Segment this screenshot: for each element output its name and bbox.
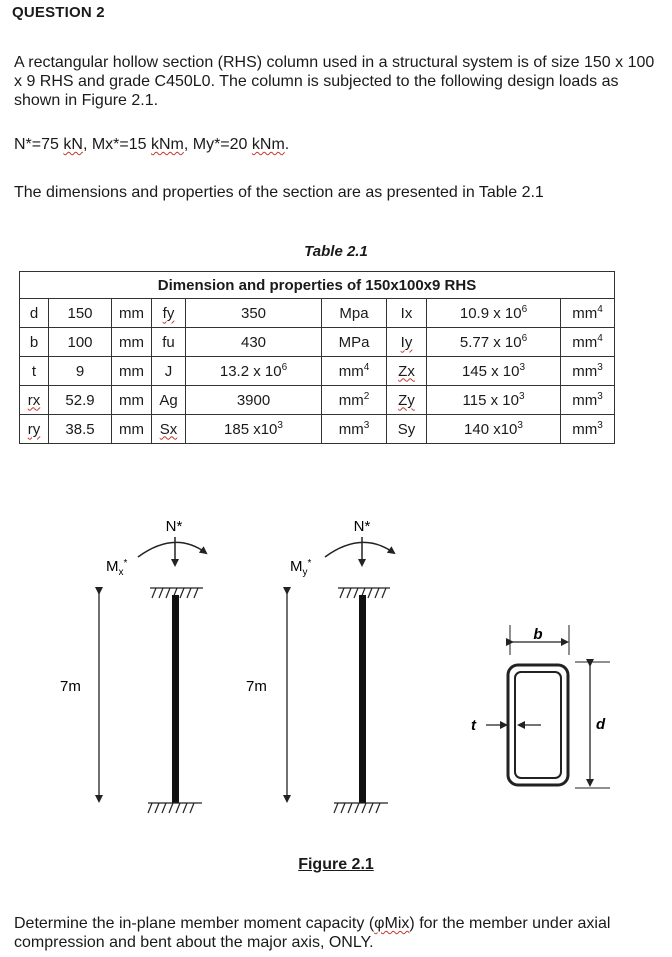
value: 430: [186, 328, 322, 357]
unit: mm: [112, 328, 152, 357]
column-member: [172, 595, 179, 803]
moment-arrow: [138, 542, 206, 557]
n-unit: kN: [63, 136, 83, 153]
my-unit: kNm: [251, 136, 285, 153]
length-label: 7m: [60, 678, 81, 695]
figure-caption: Figure 2.1: [298, 856, 374, 873]
dimensions-text: The dimensions and properties of the section are as presented in Table 2.1: [14, 184, 544, 201]
symbol: rx: [20, 386, 49, 415]
question-text: Determine the in-plane member moment capacity (φMix) for the member under axial compression and bent about the major axis, ONLY.: [14, 915, 611, 951]
column-member: [359, 595, 366, 803]
symbol: b: [20, 328, 49, 357]
symbol: fu: [152, 328, 186, 357]
value: 145 x $10^3$: [427, 357, 561, 386]
symbol: t: [20, 357, 49, 386]
unit: mm: [112, 357, 152, 386]
value: 140 $x10^3$: [427, 415, 561, 444]
base-support: [334, 803, 388, 813]
symbol: J: [152, 357, 186, 386]
value: 52.9: [49, 386, 112, 415]
design-loads: [14, 135, 664, 154]
symbol: Ix: [387, 299, 427, 328]
unit: $mm^3$: [561, 357, 615, 386]
width-label: b: [533, 626, 543, 643]
table-row: [20, 357, 615, 386]
depth-label: d: [596, 716, 606, 733]
table-row: [20, 386, 615, 415]
mx-unit: kNm: [150, 136, 184, 153]
mx-label: , Mx*=15: [82, 136, 151, 153]
value: 115 x $10^3$: [427, 386, 561, 415]
figure-2-1: [0, 505, 672, 850]
unit: $mm^3$: [322, 415, 387, 444]
table-header: Dimension and properties of 150x100x9 RHS: [20, 272, 615, 299]
value: 5.77 x $10^6$: [427, 328, 561, 357]
value: 100: [49, 328, 112, 357]
axial-load-label: N*: [165, 518, 183, 535]
properties-table: [19, 271, 615, 444]
unit: $mm^2$: [322, 386, 387, 415]
value: 3900: [186, 386, 322, 415]
symbol: fy: [152, 299, 186, 328]
base-support: [148, 803, 202, 813]
value: 13.2 x $10^6$: [186, 357, 322, 386]
rhs-section: [471, 625, 610, 788]
unit: $mm^4$: [561, 299, 615, 328]
symbol: ry: [20, 415, 49, 444]
unit: Mpa: [322, 299, 387, 328]
symbol: Sx: [152, 415, 186, 444]
unit: MPa: [322, 328, 387, 357]
moment-label: $M_y^*$: [290, 558, 312, 578]
question-title: QUESTION 2: [12, 4, 105, 21]
moment-label: $M_x^*$: [106, 558, 128, 578]
value: 10.9 x $10^6$: [427, 299, 561, 328]
loads-end: .: [284, 136, 290, 153]
unit: $mm^3$: [561, 386, 615, 415]
table-row: [20, 299, 615, 328]
table-row: [20, 328, 615, 357]
moment-arrow: [325, 542, 394, 557]
symbol: d: [20, 299, 49, 328]
value: 185 $x10^3$: [186, 415, 322, 444]
symbol: Iy: [387, 328, 427, 357]
value: 150: [49, 299, 112, 328]
symbol: Zy: [387, 386, 427, 415]
symbol: Sy: [387, 415, 427, 444]
intro-paragraph: A rectangular hollow section (RHS) column used in a structural system is of size 150 x 100 x 9 RHS and grade C450L0. The column is subjected to the following design loads as shown in Figure 2.1.: [14, 54, 655, 109]
symbol: Ag: [152, 386, 186, 415]
n-label: N*=75: [14, 136, 64, 153]
value: 350: [186, 299, 322, 328]
value: 9: [49, 357, 112, 386]
unit: mm: [112, 386, 152, 415]
column-1: [60, 518, 206, 813]
table-row: [20, 415, 615, 444]
unit: mm: [112, 415, 152, 444]
length-label: 7m: [246, 678, 267, 695]
symbol: Zx: [387, 357, 427, 386]
my-label: , My*=20: [183, 136, 252, 153]
table-caption: Table 2.1: [304, 243, 368, 260]
axial-load-label: N*: [353, 518, 371, 535]
column-2: [246, 518, 394, 813]
value: 38.5: [49, 415, 112, 444]
unit: mm: [112, 299, 152, 328]
thickness-label: t: [471, 717, 476, 734]
unit: $mm^4$: [561, 328, 615, 357]
unit: $mm^3$: [561, 415, 615, 444]
unit: $mm^4$: [322, 357, 387, 386]
